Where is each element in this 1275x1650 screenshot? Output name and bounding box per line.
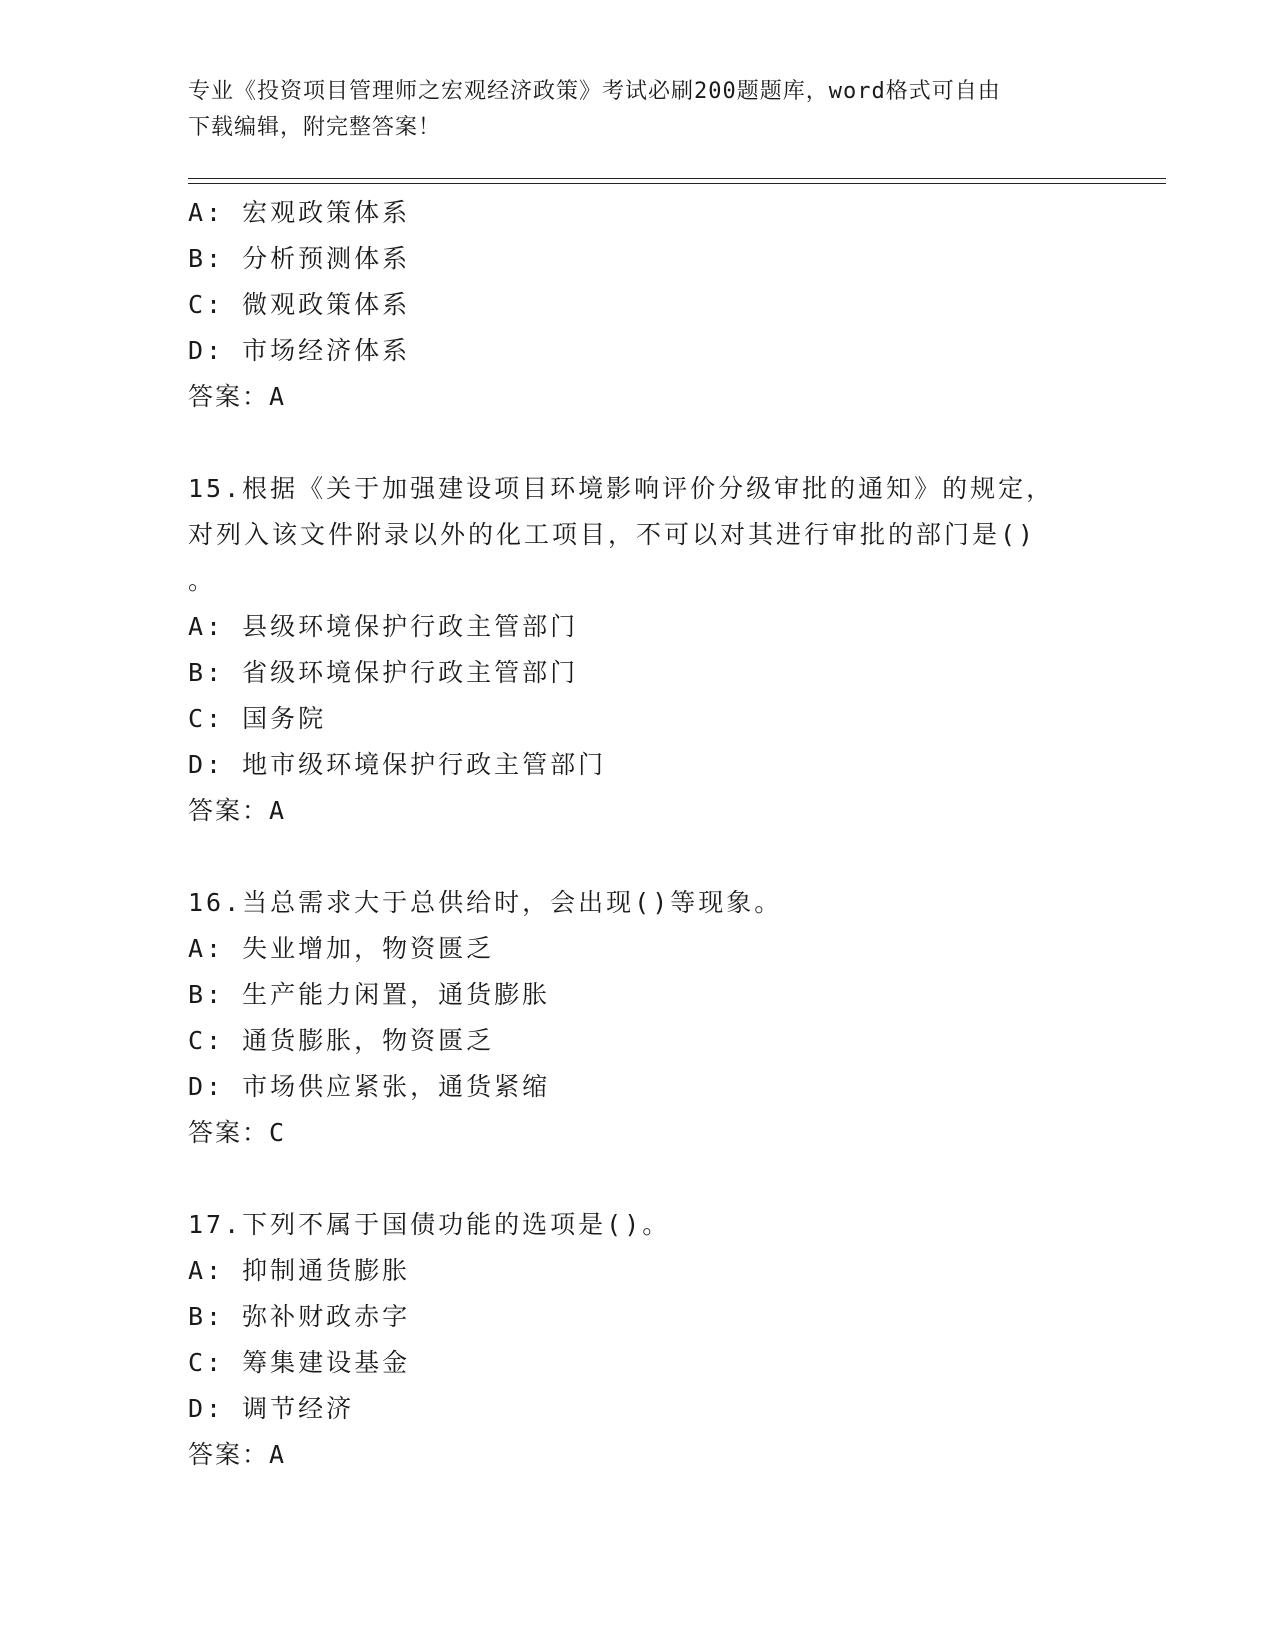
option-b: B: 分析预测体系 bbox=[188, 244, 411, 273]
header-line-1: 专业《投资项目管理师之宏观经济政策》考试必刷200题题库，word格式可自由 bbox=[188, 79, 1001, 104]
question-text-line-2: 对列入该文件附录以外的化工项目，不可以对其进行审批的部门是() bbox=[188, 520, 1037, 549]
option-d: D: 市场供应紧张，通货紧缩 bbox=[188, 1072, 551, 1101]
option-d: D: 市场经济体系 bbox=[188, 336, 411, 365]
document-body bbox=[188, 190, 1088, 1478]
option-c: C: 国务院 bbox=[188, 704, 327, 733]
option-c: C: 筹集建设基金 bbox=[188, 1348, 411, 1377]
option-d: D: 地市级环境保护行政主管部门 bbox=[188, 750, 607, 779]
option-b: B: 省级环境保护行政主管部门 bbox=[188, 658, 579, 687]
question-14-options bbox=[188, 190, 1088, 420]
option-a: A: 县级环境保护行政主管部门 bbox=[188, 612, 579, 641]
option-a: A: 抑制通货膨胀 bbox=[188, 1256, 411, 1285]
document-header bbox=[188, 74, 1068, 146]
question-text: 17.下列不属于国债功能的选项是()。 bbox=[188, 1210, 671, 1239]
question-17 bbox=[188, 1202, 1088, 1478]
option-b: B: 弥补财政赤字 bbox=[188, 1302, 411, 1331]
question-text-line-1: 15.根据《关于加强建设项目环境影响评价分级审批的通知》的规定， bbox=[188, 474, 1055, 503]
answer-line: 答案：C bbox=[188, 1118, 287, 1147]
answer-line: 答案：A bbox=[188, 796, 287, 825]
header-divider-bottom bbox=[188, 183, 1166, 184]
answer-line: 答案：A bbox=[188, 1440, 287, 1469]
option-a: A: 失业增加，物资匮乏 bbox=[188, 934, 495, 963]
option-c: C: 微观政策体系 bbox=[188, 290, 411, 319]
header-line-2: 下载编辑，附完整答案！ bbox=[188, 115, 442, 140]
question-15 bbox=[188, 466, 1088, 834]
question-text: 16.当总需求大于总供给时，会出现()等现象。 bbox=[188, 888, 783, 917]
header-divider-top bbox=[188, 178, 1166, 179]
question-16 bbox=[188, 880, 1088, 1156]
option-d: D: 调节经济 bbox=[188, 1394, 355, 1423]
option-b: B: 生产能力闲置，通货膨胀 bbox=[188, 980, 551, 1009]
question-text-line-3: 。 bbox=[188, 566, 217, 595]
option-c: C: 通货膨胀，物资匮乏 bbox=[188, 1026, 495, 1055]
option-a: A: 宏观政策体系 bbox=[188, 198, 411, 227]
answer-line: 答案：A bbox=[188, 382, 287, 411]
